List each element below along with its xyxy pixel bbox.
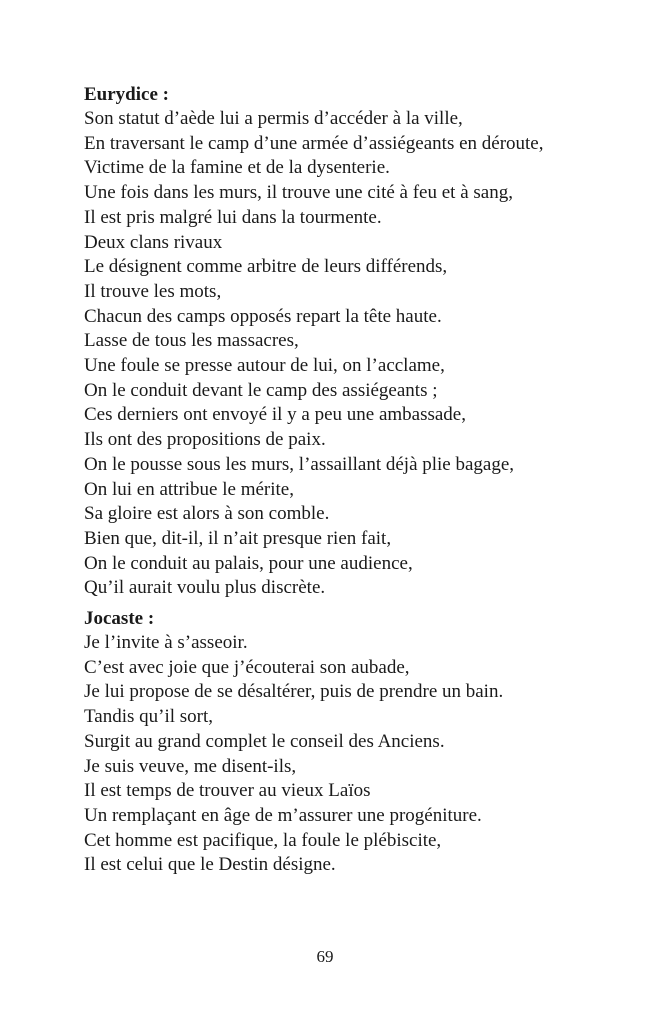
verse-line: On lui en attribue le mérite, (84, 478, 294, 500)
verse-line: Une fois dans les murs, il trouve une cité à feu et à sang, (84, 182, 513, 204)
page-body (84, 82, 584, 878)
verse-line: Ces derniers ont envoyé il y a peu une ambassade, (84, 404, 466, 426)
verse-line: Victime de la famine et de la dysenterie. (84, 157, 390, 179)
verse-line: Il est temps de trouver au vieux Laïos (84, 780, 371, 802)
verse-line: Tandis qu’il sort, (84, 706, 214, 728)
section-jocaste (84, 606, 584, 878)
verse-line: C’est avec joie que j’écouterai son aubade, (84, 656, 410, 678)
verse-line: Cet homme est pacifique, la foule le plébiscite, (84, 829, 442, 851)
verse-line: Qu’il aurait voulu plus discrète. (84, 577, 326, 599)
verse-line: Lasse de tous les massacres, (84, 330, 299, 352)
section-eurydice (84, 82, 584, 601)
verse-line: Le désignent comme arbitre de leurs différends, (84, 256, 448, 278)
verse-line: On le conduit au palais, pour une audience, (84, 552, 413, 574)
speaker-name: Eurydice : (84, 84, 169, 105)
verse-line: Il est celui que le Destin désigne. (84, 854, 336, 876)
verse-line: En traversant le camp d’une armée d’assiégeants en déroute, (84, 132, 544, 154)
verse-line: Son statut d’aède lui a permis d’accéder à la ville, (84, 108, 463, 129)
verse-line: Ils ont des propositions de paix. (84, 429, 326, 451)
verse-block (84, 631, 584, 878)
verse-line: On le conduit devant le camp des assiégeants ; (84, 379, 438, 401)
page-number: 69 (316, 947, 334, 966)
verse-line: On le pousse sous les murs, l’assaillant déjà plie bagage, (84, 453, 515, 475)
verse-line: Je suis veuve, me disent-ils, (84, 755, 297, 777)
verse-line: Il trouve les mots, (84, 280, 222, 302)
verse-line: Il est pris malgré lui dans la tourmente. (84, 206, 382, 228)
speaker-name: Jocaste : (84, 608, 155, 630)
verse-line: Sa gloire est alors à son comble. (84, 503, 330, 525)
verse-line: Une foule se presse autour de lui, on l’acclame, (84, 355, 445, 377)
verse-line: Surgit au grand complet le conseil des Anciens. (84, 730, 445, 752)
verse-line: Un remplaçant en âge de m’assurer une progéniture. (84, 804, 482, 826)
verse-line: Je lui propose de se désaltérer, puis de prendre un bain. (84, 681, 504, 703)
verse-block (84, 107, 584, 601)
verse-line: Chacun des camps opposés repart la tête haute. (84, 305, 442, 327)
verse-line: Bien que, dit-il, il n’ait presque rien fait, (84, 527, 392, 549)
verse-line: Deux clans rivaux (84, 231, 223, 253)
verse-line: Je l’invite à s’asseoir. (84, 632, 248, 654)
